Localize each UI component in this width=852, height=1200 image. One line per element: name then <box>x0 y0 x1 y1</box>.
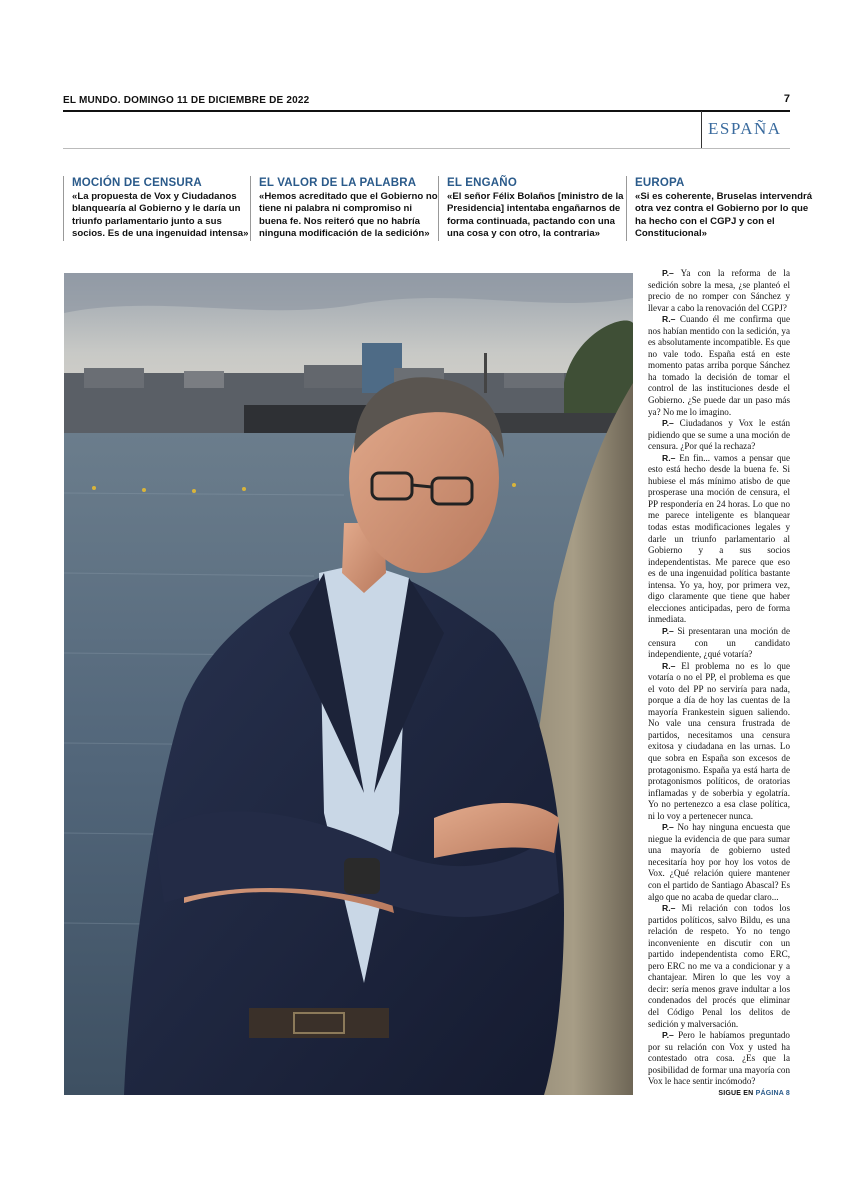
paragraph: R.– El problema no es lo que votaría o no el PP, el problema es que el voto del PP no serviría para nada, porque a día de hoy las cuentas de la mayoría Frankestein siguen saliendo. No vale una censura frustrada de partidos, necesitamos una censura exitosa y ciudadana en las urnas. Lo que sobra en España son excesos de protagonismo. España ya está harta de protagonismos políticos, de oratorias inflamadas y de soberbia y egolatría. Yo no pertenezco a esa clase política, ni lo voy a pertenecer nunca. <box>648 660 790 821</box>
quote-text: «El señor Félix Bolaños [ministro de la Presidencia] intentaba engañarnos de forma continuada, pactando con una una cosa y con otro, la contraria» <box>447 191 624 240</box>
paragraph: R.– Cuando él me confirma que nos habían mentido con la sedición, ya es absolutamente incompatible. Es que no vale todo. España está en este momento patas arriba porque Sánchez ha tomado la decisión de tomar el control de las instituciones desde el Gobierno. ¿Se puede dar un paso más ya? No me lo imagino. <box>648 314 790 417</box>
masthead <box>63 95 790 109</box>
masthead-date: EL MUNDO. DOMINGO 11 DE DICIEMBRE DE 2022 <box>63 95 310 106</box>
portrait-photo <box>64 273 633 1095</box>
paragraph: P.– Ciudadanos y Vox le están pidiendo que se sume a una moción de censura. ¿Por qué la rechaza? <box>648 418 790 452</box>
quote-title: EL ENGAÑO <box>447 177 517 189</box>
paragraph: R.– Mi relación con todos los partidos políticos, salvo Bildu, es una relación de respeto. Yo no tengo inconveniente en discutir con un partido independentista como ERC, pero ERC no me va a condicionar y a chantajear. Miren lo que les voy a decir: sería menos grave indultar a los condenados del procés que eliminar del Código Penal los delitos de sedición y malversación. <box>648 903 790 1029</box>
quote-block <box>438 176 627 241</box>
paragraph: R.– En fin... vamos a pensar que esto está hecho desde la buena fe. Si hubiese el más mínimo atisbo de que prosperase una moción de censura, el PP respondería en 24 horas. Lo que no me parece inteligente es blanquear todas estas modificaciones legales y darle un triunfo parlamentario al Gobierno y a sus socios independentistas. Me parece que eso es de una ingenuidad política bastante intensa. Yo ya, hoy, por primera vez, digo claramente que tiene que haber elecciones anticipadas, pero de forma inmediata. <box>648 452 790 625</box>
paragraph: P.– Si presentaran una moción de censura con un candidato independiente, ¿qué votaría? <box>648 625 790 660</box>
top-rule <box>63 110 790 112</box>
quote-block <box>626 176 815 241</box>
quote-title: EUROPA <box>635 177 685 189</box>
sub-rule <box>63 148 790 149</box>
continuation-note: SIGUE EN PÁGINA 8 <box>718 1090 790 1097</box>
quote-text: «La propuesta de Vox y Ciudadanos blanquearía al Gobierno y le daría un triunfo parlamentario junto a sus socios. Es de una ingenuidad intensa» <box>72 191 249 240</box>
quote-block <box>250 176 439 241</box>
quote-title: MOCIÓN DE CENSURA <box>72 177 202 189</box>
quote-text: «Hemos acreditado que el Gobierno no tiene ni palabra ni compromiso ni buena fe. Nos reiteró que no habría ninguna modificación de la sedición» <box>259 191 438 240</box>
quote-text: «Si es coherente, Bruselas intervendrá otra vez contra el Gobierno por lo que ha hecho con el CGPJ y con el Constitucional» <box>635 191 813 240</box>
page-number: 7 <box>783 93 790 105</box>
quote-block <box>63 176 252 241</box>
article-column <box>648 268 790 1088</box>
paragraph: P.– No hay ninguna encuesta que niegue la evidencia de que para sumar una mayoría de gobierno usted necesitaría hoy por hoy los votos de Vox. ¿Qué relación quiere mantener con el partido de Santiago Abascal? Es algo que no acaba de quedar claro... <box>648 822 790 902</box>
paragraph: P.– Pero le habíamos preguntado por su relación con Vox y usted ha contestado otra cosa. ¿Es que la posibilidad de formar una mayoría con Vox le hace sentir incómodo? <box>648 1030 790 1087</box>
section-label: ESPAÑA <box>708 119 782 138</box>
paragraph: P.– Ya con la reforma de la sedición sobre la mesa, ¿se planteó el precio de no romper con Sánchez y llevar a cabo la renovación del CGPJ? <box>648 268 790 313</box>
quote-title: EL VALOR DE LA PALABRA <box>259 177 417 189</box>
